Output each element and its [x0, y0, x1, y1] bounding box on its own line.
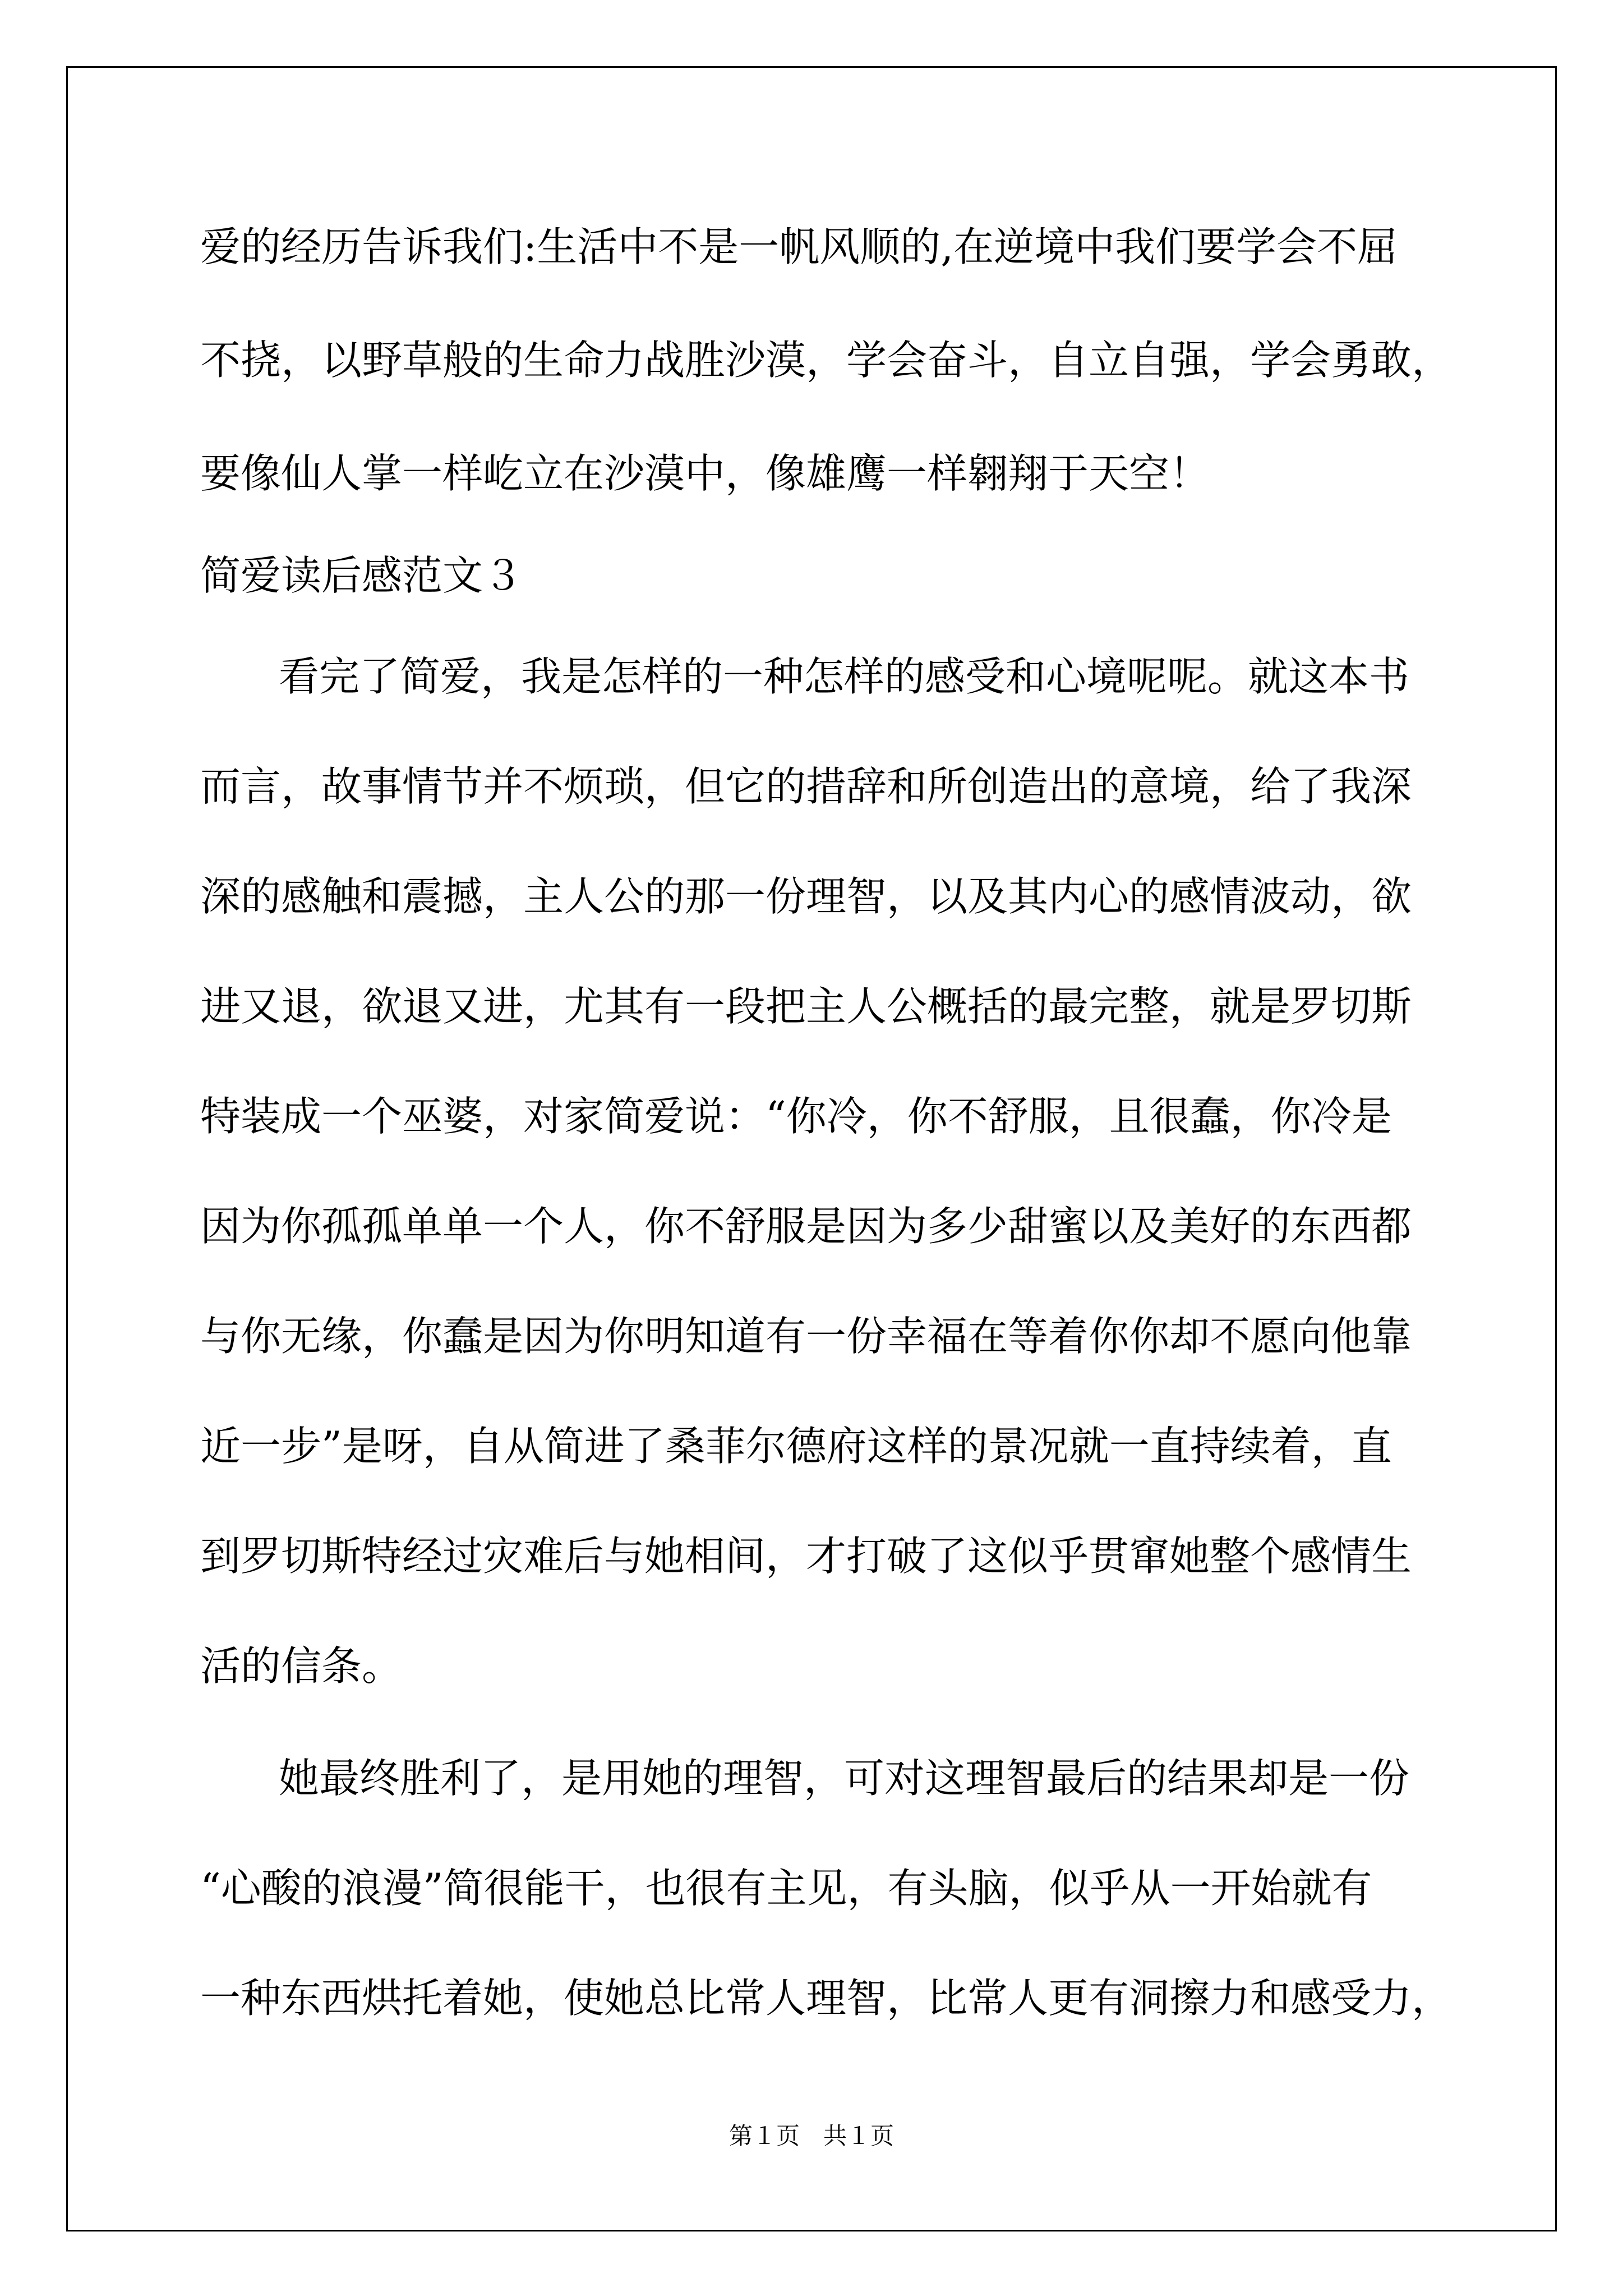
paragraph-2-line-1: 她最终胜利了，是用她的理智，可对这理智最后的结果却是一份 [279, 1755, 1410, 1802]
paragraph-1-line-9: 到罗切斯特经过灾难后与她相间，才打破了这似乎贯窜她整个感情生 [200, 1533, 1412, 1580]
paragraph-1-line-2: 而言，故事情节并不烦琐，但它的措辞和所创造出的意境，给了我深 [200, 763, 1412, 810]
text-line-1: 爱的经历告诉我们:生活中不是一帆风顺的,在逆境中我们要学会不屈 [200, 223, 1398, 270]
paragraph-1-line-4: 进又退，欲退又进，尤其有一段把主人公概括的最完整，就是罗切斯 [200, 983, 1412, 1030]
paragraph-1-line-1: 看完了简爱，我是怎样的一种怎样的感受和心境呢呢。就这本书 [279, 653, 1410, 700]
page-number-footer: 第１页 共１页 [728, 2122, 894, 2150]
paragraph-1-line-10: 活的信条。 [200, 1642, 403, 1690]
section-heading: 简爱读后感范文３ [200, 552, 524, 599]
paragraph-1-line-7: 与你无缘，你蠢是因为你明知道有一份幸福在等着你你却不愿向他靠 [200, 1313, 1412, 1360]
paragraph-1-line-5: 特装成一个巫婆，对家简爱说：“你冷，你不舒服，且很蠢，你冷是 [200, 1093, 1392, 1140]
text-line-2: 不挠，以野草般的生命力战胜沙漠，学会奋斗，自立自强，学会勇敢， [200, 337, 1453, 384]
paragraph-2-line-2: “心酸的浪漫”简很能干，也很有主见，有头脑，似乎从一开始就有 [200, 1865, 1372, 1912]
paragraph-1-line-8: 近一步”是呀，自从简进了桑菲尔德府这样的景况就一直持续着，直 [200, 1423, 1392, 1470]
paragraph-1-line-6: 因为你孤孤单单一个人，你不舒服是因为多少甜蜜以及美好的东西都 [200, 1203, 1412, 1250]
paragraph-2-line-3: 一种东西烘托着她，使她总比常人理智，比常人更有洞擦力和感受力， [200, 1975, 1453, 2022]
text-line-3: 要像仙人掌一样屹立在沙漠中，像雄鹰一样翱翔于天空！ [200, 450, 1210, 497]
paragraph-1-line-3: 深的感触和震撼，主人公的那一份理智，以及其内心的感情波动，欲 [200, 873, 1412, 920]
